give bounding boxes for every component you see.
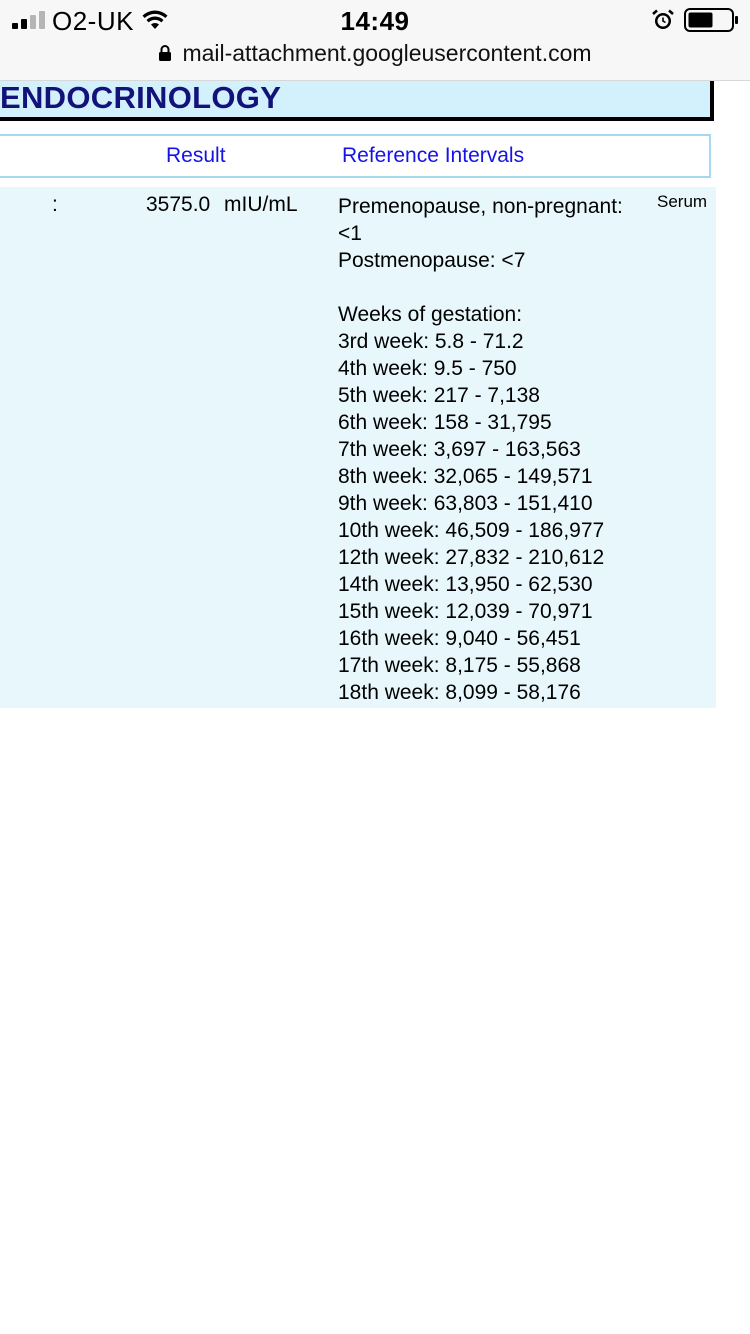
section-header [0,81,714,121]
report-page [0,81,750,1334]
reference-line: Postmenopause: <7 [338,249,526,272]
gestation-interval: 4th week: 9.5 - 750 [338,357,517,380]
reference-spacer [338,274,648,301]
gestation-interval: 10th week: 46,509 - 186,977 [338,519,605,542]
status-time: 14:49 [340,6,410,36]
gestation-interval: 3rd week: 5.8 - 71.2 [338,330,524,353]
reference-line: Premenopause, non-pregnant: [338,195,623,218]
gestation-interval: 5th week: 217 - 7,138 [338,384,540,407]
row-separator: : [52,193,58,216]
column-header-result: Result [166,144,226,167]
section-title: ENDOCRINOLOGY [0,80,282,115]
gestation-interval: 17th week: 8,175 - 55,868 [338,654,581,677]
url-text: mail-attachment.googleusercontent.com [182,40,592,66]
specimen-type: Serum [657,192,708,211]
gestation-interval: 15th week: 12,039 - 70,971 [338,600,593,623]
gestation-interval: 16th week: 9,040 - 56,451 [338,627,581,650]
reference-intervals [338,193,648,706]
column-header-row [0,134,711,178]
gestation-interval: 7th week: 3,697 - 163,563 [338,438,581,461]
battery-icon [684,8,740,32]
browser-chrome [0,0,750,81]
gestation-interval: 18th week: 8,099 - 58,176 [338,681,581,704]
gestation-interval: 8th week: 32,065 - 149,571 [338,465,593,488]
column-header-reference-intervals: Reference Intervals [342,144,525,167]
gestation-heading: Weeks of gestation: [338,303,523,326]
result-row [0,187,716,708]
status-bar [0,0,750,40]
gestation-interval: 12th week: 27,832 - 210,612 [338,546,605,569]
gestation-interval: 6th week: 158 - 31,795 [338,411,552,434]
address-bar[interactable] [0,40,750,72]
lock-icon [158,44,172,62]
gestation-interval: 14th week: 13,950 - 62,530 [338,573,593,596]
result-unit: mIU/mL [224,193,298,216]
reference-line: <1 [338,222,362,245]
alarm-clock-icon [652,9,674,31]
gestation-interval: 9th week: 63,803 - 151,410 [338,492,593,515]
result-value: 3575.0 [146,193,211,216]
carrier-name: O2-UK [52,6,134,36]
